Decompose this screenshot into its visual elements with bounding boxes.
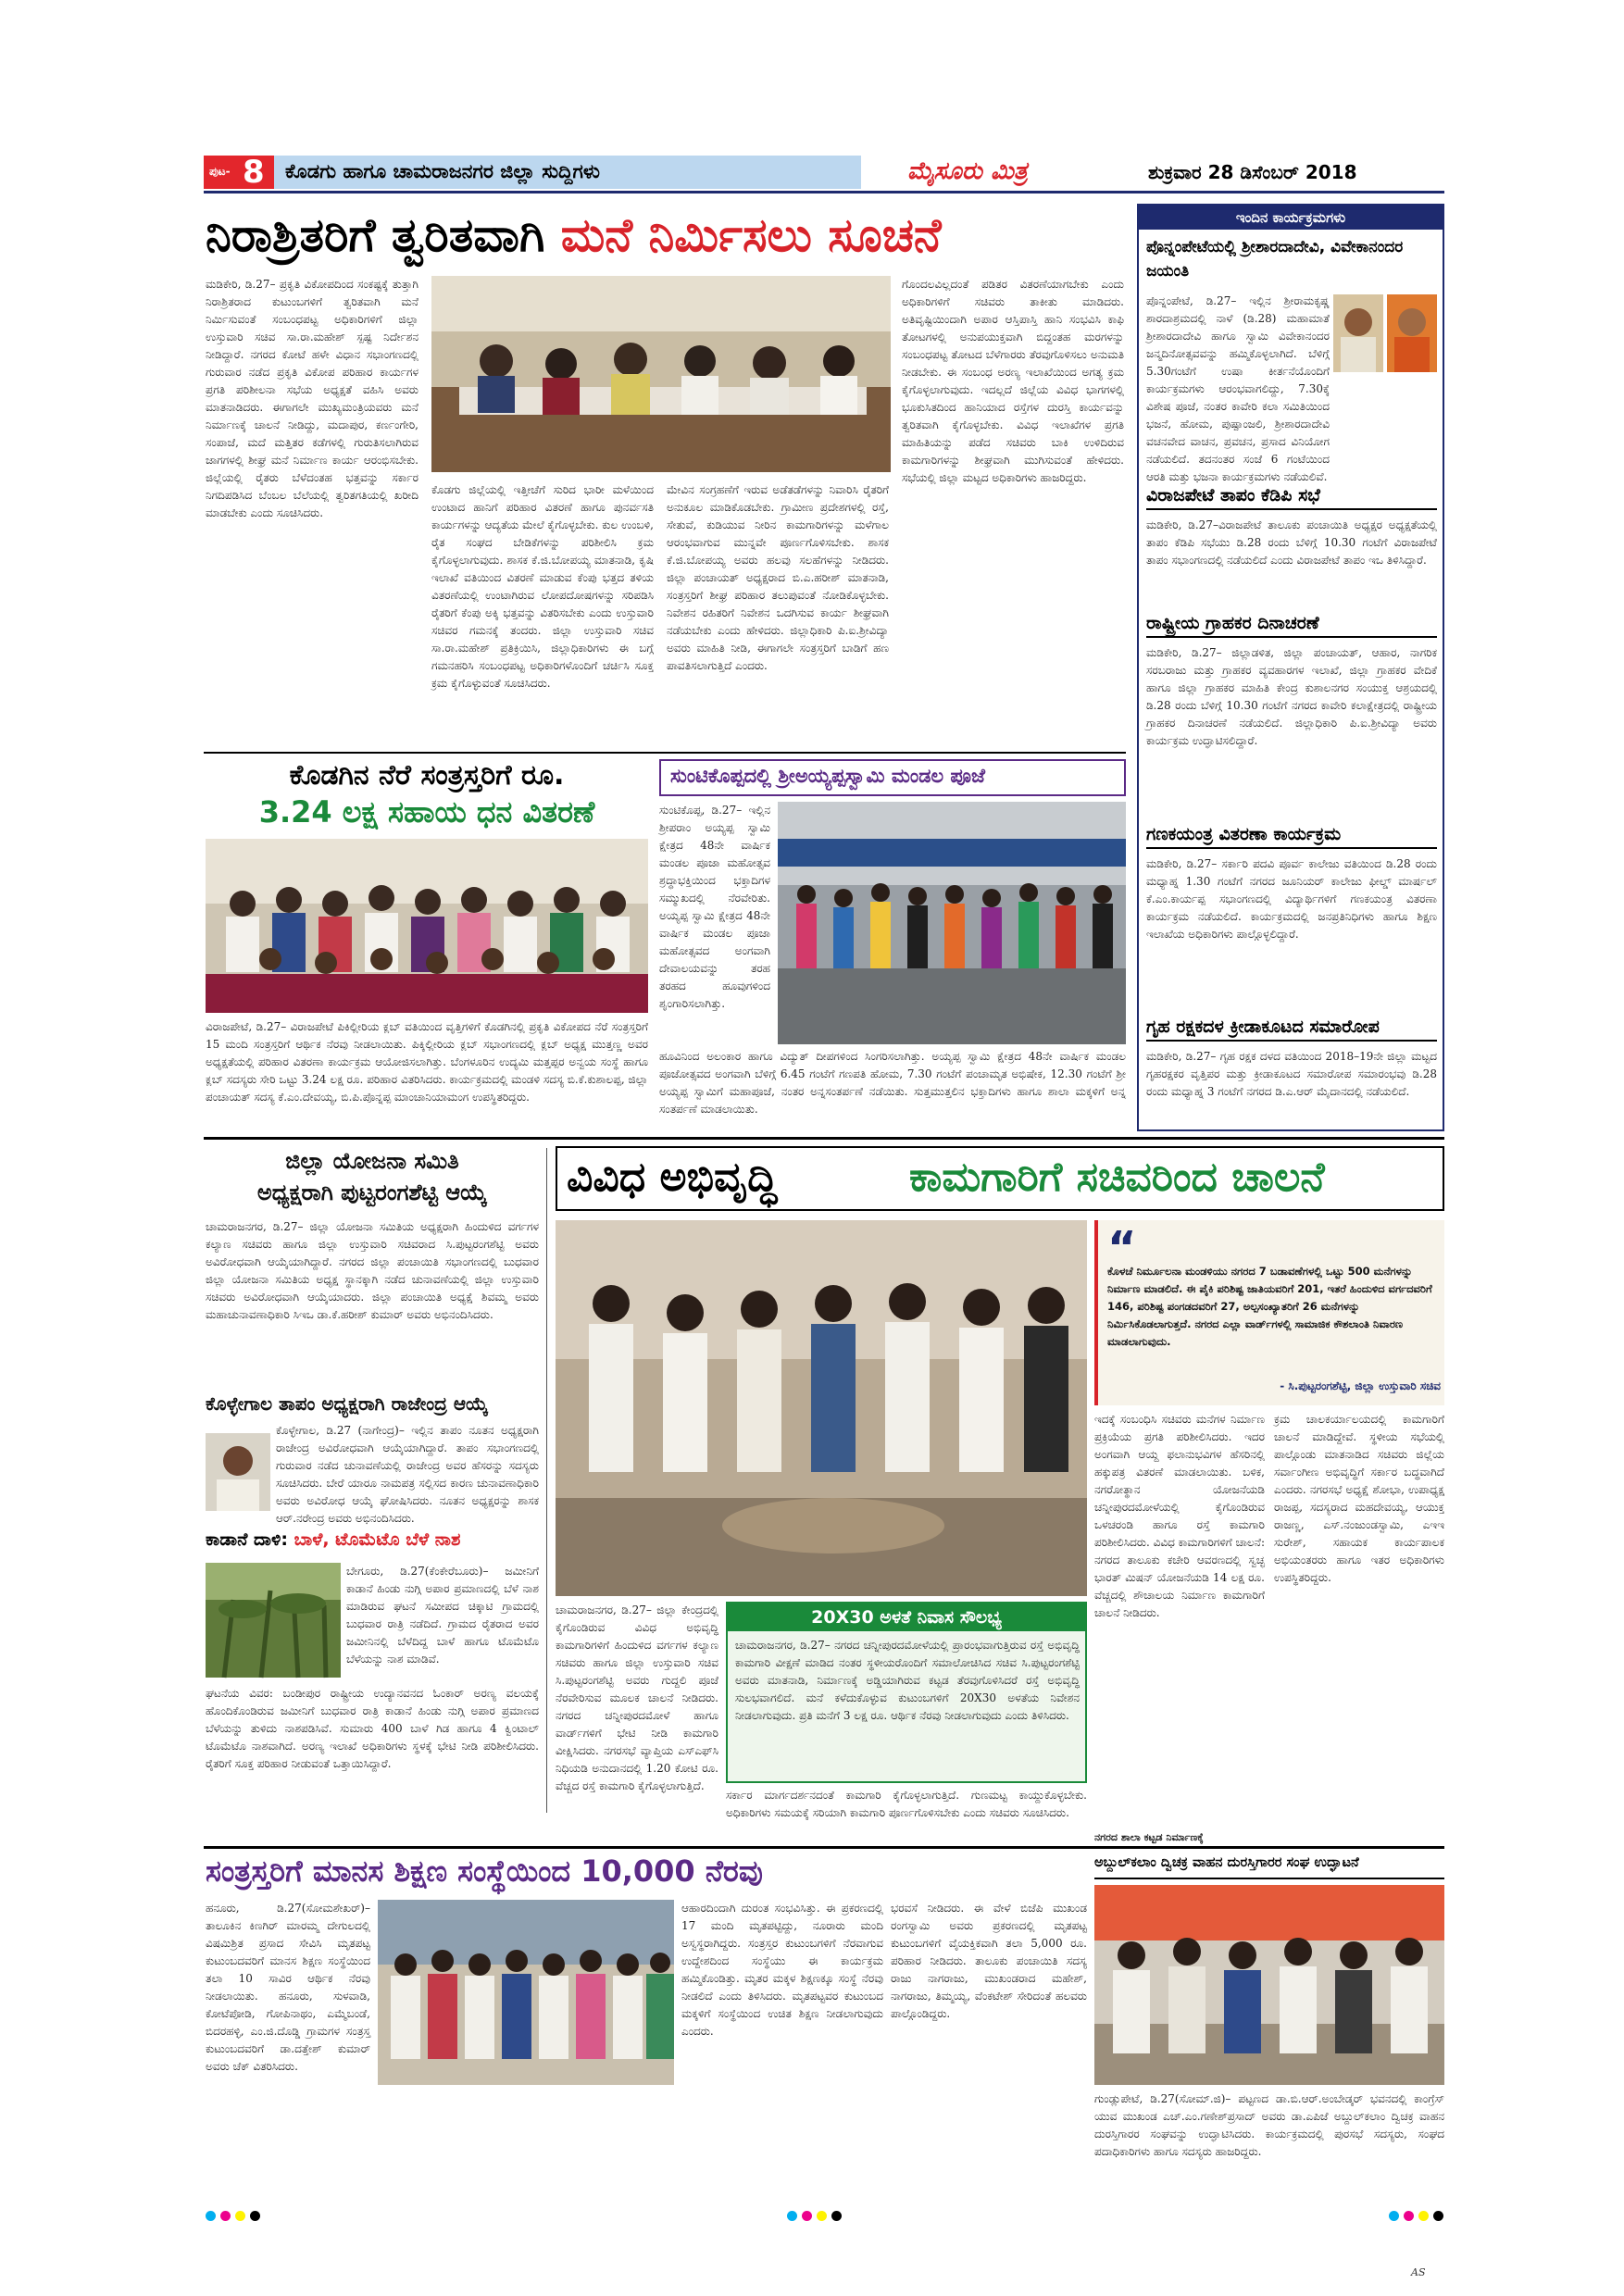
event-1-title: ಪೊನ್ನಂಪೇಟೆಯಲ್ಲಿ ಶ್ರೀಶಾರದಾದೇವಿ, ವಿವೇಕಾನಂದರ ಜಯಂತಿ	[1146, 238, 1404, 281]
events-box	[1137, 204, 1444, 1131]
lead-col-3: ಮೇವಿನ ಸಂಗ್ರಹಣೆಗೆ ಇರುವ ಅಡೆತಡೆಗಳನ್ನು ನಿವಾರಿಸಿ ರೈತರಿಗೆ ಅನುಕೂಲ ಮಾಡಿಕೊಡಬೇಕು. ಗ್ರಾಮೀಣ ಪ್ರದೇಶಗಳಲ್ಲಿ ರಸ್ತೆ, ಸೇತುವೆ, ಕುಡಿಯುವ ನೀರಿನ ಕಾಮಗಾರಿಗಳನ್ನು ಮಳೆಗಾಲ ಆರಂಭವಾಗುವ ಮುನ್ನವೇ ಪೂರ್ಣಗೊಳಿಸಬೇಕು. ಶಾಸಕ ಕೆ.ಜಿ.ಬೋಪಯ್ಯ ಅವರು ಹಲವು ಸಲಹೆಗಳನ್ನು ನೀಡಿದರು. ಜಿಲ್ಲಾ ಪಂಚಾಯತ್ ಅಧ್ಯಕ್ಷರಾದ ಬಿ.ಎ.ಹರೀಶ್ ಮಾತನಾಡಿ, ಸಂತ್ರಸ್ತರಿಗೆ ಶೀಘ್ರ ಪರಿಹಾರ ತಲುಪುವಂತೆ ನೋಡಿಕೊಳ್ಳಬೇಕು. ನಿವೇಶನ ರಹಿತರಿಗೆ ನಿವೇಶನ ಒದಗಿಸುವ ಕಾರ್ಯ ಶೀಘ್ರವಾಗಿ ನಡೆಯಬೇಕು ಎಂದು ಹೇಳಿದರು. ಜಿಲ್ಲಾಧಿಕಾರಿ ಪಿ.ಐ.ಶ್ರೀವಿದ್ಯಾ ಅವರು ಮಾಹಿತಿ ನೀಡಿ, ಈಗಾಗಲೇ ಸಂತ್ರಸ್ತರಿಗೆ ಬಾಡಿಗೆ ಹಣ ಪಾವತಿಸಲಾಗುತ್ತಿದೆ ಎಂದರು.	[667, 483, 889, 672]
cyan-dot	[206, 2211, 216, 2221]
page-badge	[204, 156, 274, 189]
ambedkar-headline-bar	[1094, 1853, 1444, 1879]
kollegal-headline: ಕೊಳ್ಳೇಗಾಲ ತಾಪಂ ಅಧ್ಯಕ್ಷರಾಗಿ ರಾಜೇಂದ್ರ ಆಯ್ಕೆ	[206, 1392, 489, 1415]
magenta-dot	[220, 2211, 231, 2221]
training-headline: ಸಂತ್ರಸ್ತರಿಗೆ ಮಾನಸ ಶಿಕ್ಷಣ ಸಂಸ್ಥೆಯಿಂದ 10,000 ನೆರವು	[206, 1853, 763, 1889]
lead-col-1: ಮಡಿಕೇರಿ, ಡಿ.27– ಪ್ರಕೃತಿ ವಿಕೋಪದಿಂದ ಸಂಕಷ್ಟಕ್ಕೆ ತುತ್ತಾಗಿ ನಿರಾಶ್ರಿತರಾದ ಕುಟುಂಬಗಳಿಗೆ ತ್ವರಿತವಾಗಿ ಮನೆ ನಿರ್ಮಿಸುವಂತೆ ಸಂಬಂಧಪಟ್ಟ ಅಧಿಕಾರಿಗಳಿಗೆ ಜಿಲ್ಲಾ ಉಸ್ತುವಾರಿ ಸಚಿವ ಸಾ.ರಾ.ಮಹೇಶ್ ಸ್ಪಷ್ಟ ನಿರ್ದೇಶನ ನೀಡಿದ್ದಾರೆ. ನಗರದ ಕೋಟೆ ಹಳೇ ವಿಧಾನ ಸಭಾಂಗಣದಲ್ಲಿ ಗುರುವಾರ ನಡೆದ ಪ್ರಕೃತಿ ವಿಕೋಪ ಪರಿಹಾರ ಕಾರ್ಯಗಳ ಪ್ರಗತಿ ಪರಿಶೀಲನಾ ಸಭೆಯ ಅಧ್ಯಕ್ಷತೆ ವಹಿಸಿ ಅವರು ಮಾತನಾಡಿದರು. ಈಗಾಗಲೇ ಮುಖ್ಯಮಂತ್ರಿಯವರು ಮನೆ ನಿರ್ಮಾಣಕ್ಕೆ ಚಾಲನೆ ನೀಡಿದ್ದು, ಮದಾಪುರ, ಕರ್ಣಂಗೇರಿ, ಸಂಪಾಜೆ, ಮದೆ ಮತ್ತಿತರ ಕಡೆಗಳಲ್ಲಿ ಗುರುತಿಸಲಾಗಿರುವ ಜಾಗಗಳಲ್ಲಿ ಶೀಘ್ರ ಮನೆ ನಿರ್ಮಾಣ ಕಾರ್ಯ ಆರಂಭಿಸಬೇಕು. ಜಿಲ್ಲೆಯಲ್ಲಿ ರೈತರು ಬೆಳೆದಂತಹ ಭತ್ತವನ್ನು ಸರ್ಕಾರ ನಿಗದಿಪಡಿಸಿದ ಬೆಂಬಲ ಬೆಲೆಯಲ್ಲಿ ತ್ವರಿತಗತಿಯಲ್ಲಿ ಖರೀದಿ ಮಾಡಬೇಕು ಎಂದು ಸೂಚಿಸಿದರು.	[206, 278, 418, 519]
ayyappa-headline: ಸುಂಟಿಕೊಪ್ಪದಲ್ಲಿ ಶ್ರೀಅಯ್ಯಪ್ಪಸ್ವಾಮಿ ಮಂಡಲ ಪೂಜೆ	[670, 765, 985, 787]
ayyappa-col-1: ಸುಂಟಿಕೊಪ್ಪ, ಡಿ.27– ಇಲ್ಲಿನ ಶ್ರೀಪರಾಂ ಅಯ್ಯಪ್ಪ ಸ್ವಾಮಿ ಕ್ಷೇತ್ರದ 48ನೇ ವಾರ್ಷಿಕ ಮಂಡಲ ಪೂಜಾ ಮಹೋತ್ಸವ ಶ್ರದ್ಧಾಭಕ್ತಿಯಿಂದ ಭಕ್ತಾದಿಗಳ ಸಮ್ಮುಖದಲ್ಲಿ ನೆರವೇರಿತು. ಅಯ್ಯಪ್ಪ ಸ್ವಾಮಿ ಕ್ಷೇತ್ರದ 48ನೇ ವಾರ್ಷಿಕ ಮಂಡಲ ಪೂಜಾ ಮಹೋತ್ಸವದ ಅಂಗವಾಗಿ ದೇವಾಲಯವನ್ನು ತರಹ ತರಹದ ಹೂವುಗಳಿಂದ ಶೃಂಗಾರಿಸಲಾಗಿತ್ತು.	[659, 804, 770, 1010]
masthead	[204, 156, 1444, 189]
registration-marks-left	[206, 2211, 280, 2224]
yojana-headline-line2: ಅಧ್ಯಕ್ಷರಾಗಿ ಪುಟ್ಟರಂಗಶೆಟ್ಟಿ ಆಯ್ಕೆ	[256, 1179, 488, 1205]
ambedkar-headline: ಅಬ್ದುಲ್‌ಕಲಾಂ ದ್ವಿಚಕ್ರ ವಾಹನ ದುರಸ್ತಿಗಾರರ ಸಂಘ ಉದ್ಘಾಟನೆ	[1094, 1855, 1359, 1870]
event-5-title: ಗೃಹ ರಕ್ಷಕದಳ ಕ್ರೀಡಾಕೂಟದ ಸಮಾರೋಪ	[1146, 1017, 1437, 1042]
events-box-title: ಇಂದಿನ ಕಾರ್ಯಕ್ರಮಗಳು	[1139, 206, 1443, 230]
cyan-dot	[1389, 2211, 1399, 2221]
dev-col-2: ಸರ್ಕಾರ ಮಾರ್ಗದರ್ಶನದಂತೆ ಕಾಮಗಾರಿ ಕೈಗೊಳ್ಳಲಾಗುತ್ತಿದೆ. ಗುಣಮಟ್ಟ ಕಾಯ್ದುಕೊಳ್ಳಬೇಕು. ಅಧಿಕಾರಿಗಳು ಸಮಯಕ್ಕೆ ಸರಿಯಾಗಿ ಕಾಮಗಾರಿ ಪೂರ್ಣಗೊಳಿಸಬೇಕು ಎಂದು ಸಚಿವರು ಸೂಚಿಸಿದರು.	[726, 1789, 1087, 1819]
ambedkar-photo	[1094, 1885, 1444, 2085]
training-col-3: ಭರವಸೆ ನೀಡಿದರು. ಈ ವೇಳೆ ಬಿಜೆಪಿ ಮುಖಂಡ ರಂಗಸ್ವಾಮಿ ಅವರು ಪ್ರಕರಣದಲ್ಲಿ ಮೃತಪಟ್ಟ ಕುಟುಂಬಗಳಿಗೆ ವೈಯಕ್ತಿಕವಾಗಿ ತಲಾ 5,000 ರೂ. ಪರಿಹಾರ ನೀಡಿದರು. ತಾಲೂಕು ಪಂಚಾಯಿತಿ ಸದಸ್ಯ ರಾಜು ನಾಗರಾಜು, ಮುಖಂಡರಾದ ಮಹೇಶ್, ನಾಗರಾಜು, ತಿಮ್ಮಯ್ಯ, ವೆಂಕಟೇಶ್ ಸೇರಿದಂತೆ ಹಲವರು ಪಾಲ್ಗೊಂಡಿದ್ದರು.	[891, 1902, 1087, 2020]
yojana-headline-line1: ಜಿಲ್ಲಾ ಯೋಜನಾ ಸಮಿತಿ	[285, 1148, 459, 1174]
housing-body: ಚಾಮರಾಜನಗರ, ಡಿ.27– ನಗರದ ಚನ್ನೀಪುರದಮೋಳೆಯಲ್ಲಿ ಪ್ರಾರಂಭವಾಗುತ್ತಿರುವ ರಸ್ತೆ ಅಭಿವೃದ್ಧಿ ಕಾಮಗಾರಿ ವೀಕ್ಷಣೆ ಮಾಡಿದ ನಂತರ ಸ್ಥಳೀಯರೊಂದಿಗೆ ಸಮಾಲೋಚಿಸಿದ ಸಚಿವ ಸಿ.ಪುಟ್ಟರಂಗಶೆಟ್ಟಿ ಅವರು ಮಾತನಾಡಿ, ನಿರ್ಮಾಣಕ್ಕೆ ಅಡ್ಡಿಯಾಗಿರುವ ಕಟ್ಟಡ ತೆರವುಗೊಳಿಸಿದರೆ ರಸ್ತೆ ಅಭಿವೃದ್ಧಿ ಸುಲಭವಾಗಲಿದೆ. ಮನೆ ಕಳೆದುಕೊಳ್ಳುವ ಕುಟುಂಬಗಳಿಗೆ 20X30 ಅಳತೆಯ ನಿವೇಶನ ನೀಡಲಾಗುವುದು. ಪ್ರತಿ ಮನೆಗೆ 3 ಲಕ್ಷ ರೂ. ಆರ್ಥಿಕ ನೆರವು ನೀಡಲಾಗುವುದು ಎಂದು ತಿಳಿಸಿದರು.	[735, 1639, 1080, 1722]
lead-headline	[206, 206, 1122, 265]
relief-headline-line1: ಕೊಡಗಿನ ನೆರೆ ಸಂತ್ರಸ್ತರಿಗೆ ರೂ.	[289, 759, 565, 792]
training-col-2: ಆಹಾರದಿಂದಾಗಿ ದುರಂತ ಸಂಭವಿಸಿತ್ತು. ಈ ಪ್ರಕರಣದಲ್ಲಿ 17 ಮಂದಿ ಮೃತಪಟ್ಟಿದ್ದು, ನೂರಾರು ಮಂದಿ ಅಸ್ವಸ್ಥರಾಗಿದ್ದರು. ಸಂತ್ರಸ್ತರ ಕುಟುಂಬಗಳಿಗೆ ನೆರವಾಗುವ ಉದ್ದೇಶದಿಂದ ಸಂಸ್ಥೆಯು ಈ ಕಾರ್ಯಕ್ರಮ ಹಮ್ಮಿಕೊಂಡಿತ್ತು. ಮೃತರ ಮಕ್ಕಳ ಶಿಕ್ಷಣಕ್ಕೂ ಸಂಸ್ಥೆ ನೆರವು ನೀಡಲಿದೆ ಎಂದು ತಿಳಿಸಿದರು. ಮೃತಪಟ್ಟವರ ಕುಟುಂಬದ ಮಕ್ಕಳಿಗೆ ಸಂಸ್ಥೆಯಿಂದ ಉಚಿತ ಶಿಕ್ಷಣ ನೀಡಲಾಗುವುದು ಎಂದರು.	[681, 1902, 883, 2038]
column-divider	[546, 1148, 547, 1813]
page-number: 8	[243, 154, 265, 191]
section-rule-3	[204, 1846, 1444, 1849]
lead-col-4: ಗೊಂದಲವಿಲ್ಲದಂತೆ ಪಡಿತರ ವಿತರಣೆಯಾಗಬೇಕು ಎಂದು ಅಧಿಕಾರಿಗಳಿಗೆ ಸಚಿವರು ತಾಕೀತು ಮಾಡಿದರು. ಅತಿವೃಷ್ಟಿಯಿಂದಾಗಿ ಅಪಾರ ಆಸ್ತಿಪಾಸ್ತಿ ಹಾನಿ ಸಂಭವಿಸಿ ಕಾಫಿ ತೋಟಗಳಲ್ಲಿ ಅನುಪಯುಕ್ತವಾಗಿ ಬಿದ್ದಂತಹ ಮರಗಳನ್ನು ಸಂಬಂಧಪಟ್ಟ ತೋಟದ ಬೆಳೆಗಾರರು ತೆರವುಗೊಳಿಸಲು ಅನುಮತಿ ನೀಡಬೇಕು. ಈ ಸಂಬಂಧ ಅರಣ್ಯ ಇಲಾಖೆಯಿಂದ ಅಗತ್ಯ ಕ್ರಮ ಕೈಗೊಳ್ಳಲಾಗುವುದು. ಇದಲ್ಲದೆ ಜಿಲ್ಲೆಯ ವಿವಿಧ ಭಾಗಗಳಲ್ಲಿ ಭೂಕುಸಿತದಿಂದ ಹಾನಿಯಾದ ರಸ್ತೆಗಳ ದುರಸ್ತಿ ಕಾರ್ಯವನ್ನು ತ್ವರಿತವಾಗಿ ಕೈಗೊಳ್ಳಬೇಕು. ವಿವಿಧ ಇಲಾಖೆಗಳ ಪ್ರಗತಿ ಮಾಹಿತಿಯನ್ನು ಪಡೆದ ಸಚಿವರು ಬಾಕಿ ಉಳಿದಿರುವ ಕಾಮಗಾರಿಗಳನ್ನು ಶೀಘ್ರವಾಗಿ ಮುಗಿಸುವಂತೆ ಹೇಳಿದರು. ಸಭೆಯಲ್ಲಿ ಜಿಲ್ಲಾ ಮಟ್ಟದ ಅಧಿಕಾರಿಗಳು ಹಾಜರಿದ್ದರು.	[902, 278, 1124, 484]
dev-quote-box	[1094, 1220, 1444, 1405]
elephant-headline-part2: ಬಾಳೆ, ಟೊಮೆಟೊ ಬೆಳೆ ನಾಶ	[294, 1529, 461, 1550]
event-2-body: ಮಡಿಕೇರಿ, ಡಿ.27–ವಿರಾಜಪೇಟೆ ತಾಲೂಕು ಪಂಚಾಯಿತಿ ಅಧ್ಯಕ್ಷರ ಅಧ್ಯಕ್ಷತೆಯಲ್ಲಿ ತಾಪಂ ಕೆಡಿಪಿ ಸಭೆಯು ಡಿ.28 ರಂದು ಬೆಳಿಗ್ಗೆ 10.30 ಗಂಟೆಗೆ ವಿರಾಜಪೇಟೆ ತಾಪಂ ಸಭಾಂಗಣದಲ್ಲಿ ನಡೆಯಲಿದೆ ಎಂದು ವಿರಾಜಪೇಟೆ ತಾಪಂ ಇಒ ತಿಳಿಸಿದ್ದಾರೆ.	[1146, 518, 1437, 567]
masthead-rule	[204, 191, 1444, 193]
housing-box	[726, 1602, 1087, 1783]
black-dot	[831, 2211, 842, 2221]
elephant-photo	[206, 1563, 341, 1678]
dev-quote-attribution: - ಸಿ.ಪುಟ್ಟರಂಗಶೆಟ್ಟಿ, ಜಿಲ್ಲಾ ಉಸ್ತುವಾರಿ ಸಚಿವ	[1280, 1379, 1441, 1392]
lead-col-2: ಕೊಡಗು ಜಿಲ್ಲೆಯಲ್ಲಿ ಇತ್ತೀಚೆಗೆ ಸುರಿದ ಭಾರೀ ಮಳೆಯಿಂದ ಉಂಟಾದ ಹಾನಿಗೆ ಪರಿಹಾರ ವಿತರಣೆ ಹಾಗೂ ಪುನರ್ವಸತಿ ಕಾರ್ಯಗಳನ್ನು ಆದ್ಯತೆಯ ಮೇಲೆ ಕೈಗೊಳ್ಳಬೇಕು. ಕುಲ ಉಂಬಳಿ, ರೈತ ಸಂಘದ ಬೇಡಿಕೆಗಳನ್ನು ಪರಿಶೀಲಿಸಿ ಕ್ರಮ ಕೈಗೊಳ್ಳಲಾಗುವುದು. ಶಾಸಕ ಕೆ.ಜಿ.ಬೋಪಯ್ಯ ಮಾತನಾಡಿ, ಕೃಷಿ ಇಲಾಖೆ ವತಿಯಿಂದ ವಿತರಣೆ ಮಾಡುವ ಕೆಂಪು ಭತ್ತದ ತಳಿಯ ವಿತರಣೆಯಲ್ಲಿ ಉಂಟಾಗಿರುವ ಲೋಪದೋಷಗಳನ್ನು ಸರಿಪಡಿಸಿ ರೈತರಿಗೆ ಕೆಂಪು ಅಕ್ಕಿ ಭತ್ತವನ್ನು ವಿತರಿಸಬೇಕು ಎಂದು ಉಸ್ತುವಾರಿ ಸಚಿವರ ಗಮನಕ್ಕೆ ತಂದರು. ಜಿಲ್ಲಾ ಉಸ್ತುವಾರಿ ಸಚಿವ ಸಾ.ರಾ.ಮಹೇಶ್ ಪ್ರತಿಕ್ರಿಯಿಸಿ, ಜಿಲ್ಲಾಧಿಕಾರಿಗಳು ಈ ಬಗ್ಗೆ ಗಮನಹರಿಸಿ ಸಂಬಂಧಪಟ್ಟ ಅಧಿಕಾರಿಗಳೊಂದಿಗೆ ಚರ್ಚಿಸಿ ಸೂಕ್ತ ಕ್ರಮ ಕೈಗೊಳ್ಳುವಂತೆ ಸೂಚಿಸಿದರು.	[431, 483, 654, 690]
yojana-body: ಚಾಮರಾಜನಗರ, ಡಿ.27– ಜಿಲ್ಲಾ ಯೋಜನಾ ಸಮಿತಿಯ ಅಧ್ಯಕ್ಷರಾಗಿ ಹಿಂದುಳಿದ ವರ್ಗಗಳ ಕಲ್ಯಾಣ ಸಚಿವರು ಹಾಗೂ ಜಿಲ್ಲಾ ಉಸ್ತುವಾರಿ ಸಚಿವರಾದ ಸಿ.ಪುಟ್ಟರಂಗಶೆಟ್ಟಿ ಅವರು ಅವಿರೋಧವಾಗಿ ಆಯ್ಕೆಯಾಗಿದ್ದಾರೆ. ನಗರದ ಜಿಲ್ಲಾ ಪಂಚಾಯಿತಿ ಸಭಾಂಗಣದಲ್ಲಿ ಬುಧವಾರ ಜಿಲ್ಲಾ ಯೋಜನಾ ಸಮಿತಿಯ ಅಧ್ಯಕ್ಷ ಸ್ಥಾನಕ್ಕಾಗಿ ನಡೆದ ಚುನಾವಣೆಯಲ್ಲಿ ಜಿಲ್ಲಾ ಉಸ್ತುವಾರಿ ಸಚಿವರು ಅವಿರೋಧವಾಗಿ ಆಯ್ಕೆಯಾದರು. ಜಿಲ್ಲಾ ಪಂಚಾಯಿತಿ ಅಧ್ಯಕ್ಷೆ ಶಿವಮ್ಮ ಅವರು ಮಹಾಚುನಾವಣಾಧಿಕಾರಿ ಸಿಇಒ ಡಾ.ಕೆ.ಹರೀಶ್ ಕುಮಾರ್ ಅವರು ಅಭಿನಂದಿಸಿದರು.	[206, 1220, 539, 1321]
section-rule-2	[204, 1137, 1444, 1140]
magenta-dot	[802, 2211, 812, 2221]
event-5-body: ಮಡಿಕೇರಿ, ಡಿ.27– ಗೃಹ ರಕ್ಷಕ ದಳದ ವತಿಯಿಂದ 2018–19ನೇ ಜಿಲ್ಲಾ ಮಟ್ಟದ ಗೃಹರಕ್ಷಕರ ವೃತ್ತಿಪರ ಮತ್ತು ಕ್ರೀಡಾಕೂಟದ ಸಮಾರೋಪ ಸಮಾರಂಭವು ಡಿ.28 ರಂದು ಮಧ್ಯಾಹ್ನ 3 ಗಂಟೆಗೆ ನಗರದ ಡಿ.ಎ.ಆರ್ ಮೈದಾನದಲ್ಲಿ ನಡೆಯಲಿದೆ.	[1146, 1050, 1437, 1098]
yellow-dot	[817, 2211, 827, 2221]
page-label: ಪುಟ-	[209, 165, 231, 178]
ayyappa-photo	[778, 802, 1126, 1044]
event-4-title: ಗಣಕಯಂತ್ರ ವಿತರಣಾ ಕಾರ್ಯಕ್ರಮ	[1146, 824, 1437, 849]
dev-photo	[556, 1220, 1087, 1596]
black-dot	[250, 2211, 260, 2221]
dev-quote-text: ಕೊಳಚೆ ನಿರ್ಮೂಲನಾ ಮಂಡಳಿಯು ನಗರದ 7 ಬಡಾವಣೆಗಳಲ್ಲಿ ಒಟ್ಟು 500 ಮನೆಗಳನ್ನು ನಿರ್ಮಾಣ ಮಾಡಲಿದೆ. ಈ ಪೈಕಿ ಪರಿಶಿಷ್ಟ ಜಾತಿಯವರಿಗೆ 201, ಇತರೆ ಹಿಂದುಳಿದ ವರ್ಗದವರಿಗೆ 146, ಪರಿಶಿಷ್ಟ ಪಂಗಡದವರಿಗೆ 27, ಅಲ್ಪಸಂಖ್ಯಾತರಿಗೆ 26 ಮನೆಗಳನ್ನು ನಿರ್ಮಿಸಿಕೊಡಲಾಗುತ್ತದೆ. ನಗರದ ಎಲ್ಲಾ ವಾರ್ಡ್‌ಗಳಲ್ಲಿ ಸಾಮಾಜಿಕ ಕೌಶಲಾಂತಿ ನಿವಾರಣ ಮಾಡಲಾಗುವುದು.	[1107, 1265, 1432, 1348]
relief-photo	[206, 839, 648, 1013]
black-dot	[1433, 2211, 1443, 2221]
housing-headline: 20X30 ಅಳತೆ ನಿವಾಸ ಸೌಲಭ್ಯ	[728, 1603, 1085, 1631]
registration-marks-right	[1389, 2211, 1463, 2224]
cyan-dot	[787, 2211, 797, 2221]
lead-photo	[431, 276, 891, 472]
paper-name: ಮೈಸೂರು ಮಿತ್ರ	[907, 157, 1028, 185]
dev-photo-caption: ನಗರದ ಶಾಲಾ ಕಟ್ಟಡ ನಿರ್ಮಾಣಕ್ಕೆ	[1094, 1831, 1204, 1843]
yellow-dot	[235, 2211, 245, 2221]
issue-date: ಶುಕ್ರವಾರ 28 ಡಿಸೆಂಬರ್ 2018	[1148, 161, 1357, 183]
section-title-bar	[274, 156, 861, 189]
ayyappa-headline-bar	[659, 759, 1126, 796]
elephant-headline	[206, 1529, 539, 1550]
kollegal-body: ಕೊಳ್ಳೇಗಾಲ, ಡಿ.27 (ನಾಗೇಂದ್ರ)– ಇಲ್ಲಿನ ತಾಪಂ ನೂತನ ಅಧ್ಯಕ್ಷರಾಗಿ ರಾಜೇಂದ್ರ ಅವಿರೋಧವಾಗಿ ಆಯ್ಕೆಯಾಗಿದ್ದಾರೆ. ತಾಪಂ ಸಭಾಂಗಣದಲ್ಲಿ ಗುರುವಾರ ನಡೆದ ಚುನಾವಣೆಯಲ್ಲಿ ರಾಜೇಂದ್ರ ಅವರ ಹೆಸರನ್ನು ಸದಸ್ಯರು ಸೂಚಿಸಿದರು. ಬೇರೆ ಯಾರೂ ನಾಮಪತ್ರ ಸಲ್ಲಿಸದ ಕಾರಣ ಚುನಾವಣಾಧಿಕಾರಿ ಅವರು ಅವಿರೋಧ ಆಯ್ಕೆ ಘೋಷಿಸಿದರು. ನೂತನ ಅಧ್ಯಕ್ಷರನ್ನು ಶಾಸಕ ಆರ್.ನರೇಂದ್ರ ಅವರು ಅಭಿನಂದಿಸಿದರು.	[276, 1424, 539, 1525]
training-photo	[378, 1900, 674, 2085]
registration-marks-center	[787, 2211, 861, 2224]
kollegal-portrait	[206, 1433, 270, 1511]
training-photo-caption-text	[378, 2089, 674, 2192]
dev-headline-part1: ವಿವಿಧ ಅಭಿವೃದ್ಧಿ	[567, 1154, 778, 1201]
dev-col-3: ಇದಕ್ಕೆ ಸಂಬಂಧಿಸಿ ಸಚಿವರು ಮನೆಗಳ ನಿರ್ಮಾಣ ಪ್ರಕ್ರಿಯೆಯ ಪ್ರಗತಿ ಪರಿಶೀಲಿಸಿದರು. ಇದರ ಅಂಗವಾಗಿ ಆಯ್ದ ಫಲಾನುಭವಿಗಳ ಹೆಸರಿನಲ್ಲಿ ಹಕ್ಕುಪತ್ರ ವಿತರಣೆ ಮಾಡಲಾಯಿತು. ಬಳಿಕ, ನಗರೋತ್ಥಾನ ಯೋಜನೆಯಡಿ ಚನ್ನೀಪುರದಮೋಳೆಯಲ್ಲಿ ಕೈಗೊಂಡಿರುವ ಒಳಚರಂಡಿ ಹಾಗೂ ರಸ್ತೆ ಕಾಮಗಾರಿ ಪರಿಶೀಲಿಸಿದರು. ವಿವಿಧ ಕಾಮಗಾರಿಗಳಿಗೆ ಚಾಲನೆ: ನಗರದ ತಾಲೂಕು ಕಚೇರಿ ಆವರಣದಲ್ಲಿ ಸ್ವಚ್ಛ ಭಾರತ್ ಮಿಷನ್ ಯೋಜನೆಯಡಿ 14 ಲಕ್ಷ ರೂ. ವೆಚ್ಚದಲ್ಲಿ ಶೌಚಾಲಯ ನಿರ್ಮಾಣ ಕಾಮಗಾರಿಗೆ ಚಾಲನೆ ನೀಡಿದರು.	[1094, 1413, 1266, 1619]
quote-mark-icon: “	[1107, 1222, 1137, 1274]
dev-headline-bar	[556, 1146, 1444, 1211]
event-3-body: ಮಡಿಕೇರಿ, ಡಿ.27– ಜಿಲ್ಲಾಡಳಿತ, ಜಿಲ್ಲಾ ಪಂಚಾಯತ್, ಆಹಾರ, ನಾಗರಿಕ ಸರಬರಾಜು ಮತ್ತು ಗ್ರಾಹಕರ ವ್ಯವಹಾರಗಳ ಇಲಾಖೆ, ಜಿಲ್ಲಾ ಗ್ರಾಹಕರ ವೇದಿಕೆ ಹಾಗೂ ಜಿಲ್ಲಾ ಗ್ರಾಹಕರ ಮಾಹಿತಿ ಕೇಂದ್ರ ಕುಶಾಲನಗರ ಸಂಯುಕ್ತ ಆಶ್ರಯದಲ್ಲಿ ಡಿ.28 ರಂದು ಬೆಳಿಗ್ಗೆ 10.30 ಗಂಟೆಗೆ ನಗರದ ಕಾವೇರಿ ಕಲಾಕ್ಷೇತ್ರದಲ್ಲಿ ರಾಷ್ಟ್ರೀಯ ಗ್ರಾಹಕರ ದಿನಾಚರಣೆ ನಡೆಯಲಿದೆ. ಜಿಲ್ಲಾಧಿಕಾರಿ ಪಿ.ಐ.ಶ್ರೀವಿದ್ಯಾ ಅವರು ಕಾರ್ಯಕ್ರಮ ಉದ್ಘಾಟಿಸಲಿದ್ದಾರೆ.	[1146, 646, 1437, 747]
relief-headline-line2: 3.24 ಲಕ್ಷ ಸಹಾಯ ಧನ ವಿತರಣೆ	[258, 794, 595, 830]
ambedkar-body: ಗುಂಡ್ಲುಪೇಟೆ, ಡಿ.27(ಸೋಮ್.ಜಿ)– ಪಟ್ಟಣದ ಡಾ.ಬಿ.ಆರ್.ಅಂಬೇಡ್ಕರ್ ಭವನದಲ್ಲಿ ಕಾಂಗ್ರೆಸ್ ಯುವ ಮುಖಂಡ ಎಚ್.ಎಂ.ಗಣೇಶ್‌ಪ್ರಸಾದ್ ಅವರು ಡಾ.ಎಪಿಜೆ ಅಬ್ದುಲ್‌ಕಲಾಂ ದ್ವಿಚಕ್ರ ವಾಹನ ದುರಸ್ತಿಗಾರರ ಸಂಘವನ್ನು ಉದ್ಘಾಟಿಸಿದರು. ಕಾರ್ಯಕ್ರಮದಲ್ಲಿ ಪುರಸಭೆ ಸದಸ್ಯರು, ಸಂಘದ ಪದಾಧಿಕಾರಿಗಳು ಹಾಗೂ ಸದಸ್ಯರು ಹಾಜರಿದ್ದರು.	[1094, 2092, 1444, 2158]
relief-body: ವಿರಾಜಪೇಟೆ, ಡಿ.27– ವಿರಾಜಪೇಟೆ ಪಿಕಿಲ್ಲೀರಿಯ ಕ್ಲಬ್ ವತಿಯಿಂದ ವೃತ್ತಿಗಳಿಗೆ ಕೊಡಗಿನಲ್ಲಿ ಪ್ರಕೃತಿ ವಿಕೋಪದ ನೆರೆ ಸಂತ್ರಸ್ತರಿಗೆ 15 ಮಂದಿ ಸಂತ್ರಸ್ತರಿಗೆ ಆರ್ಥಿಕ ನೆರವು ನೀಡಲಾಯಿತು. ಪಿಕ್ಕಿಲ್ಲೀರಿಯ ಕ್ಲಬ್ ಸಭಾಂಗಣದಲ್ಲಿ ಕ್ಲಬ್ ಅಧ್ಯಕ್ಷ ಮುತ್ತಣ್ಣ ಅವರ ಅಧ್ಯಕ್ಷತೆಯಲ್ಲಿ ಪರಿಹಾರ ವಿತರಣಾ ಕಾರ್ಯಕ್ರಮ ಆಯೋಜಿಸಲಾಗಿತ್ತು. ಬೆಂಗಳೂರಿನ ಉದ್ಯಮಿ ಮತ್ತಪ್ಪರ ಅನ್ವಯ ಸಂಸ್ಥೆ ಹಾಗೂ ಕ್ಲಬ್ ಸದಸ್ಯರು ಸೇರಿ ಒಟ್ಟು 3.24 ಲಕ್ಷ ರೂ. ಪರಿಹಾರ ವಿತರಿಸಿದರು. ಕಾರ್ಯಕ್ರಮದಲ್ಲಿ ಮಂಡಳಿ ಸದಸ್ಯ ಬಿ.ಕೆ.ಕುಶಾಲಪ್ಪ, ಜಿಲ್ಲಾ ಪಂಚಾಯತ್ ಸದಸ್ಯ ಕೆ.ಎಂ.ದೇವಯ್ಯ, ಬಿ.ಪಿ.ಪೊನ್ನಪ್ಪ ಮಾಂಚಾನಿಯಾಮಂಗ ಉಪಸ್ಥಿತರಿದ್ದರು.	[206, 1020, 648, 1104]
dev-col-4: ಕ್ರಮ ಚಾಲಕರ್ಯಾಲಯದಲ್ಲಿ ಕಾಮಗಾರಿಗೆ ಚಾಲನೆ ಮಾಡಿದ್ದೇವೆ. ಸ್ಥಳೀಯ ಸಭೆಯಲ್ಲಿ ಪಾಲ್ಗೊಂಡು ಮಾತನಾಡಿದ ಸಚಿವರು ಜಿಲ್ಲೆಯ ಸರ್ವಾಂಗೀಣ ಅಭಿವೃದ್ಧಿಗೆ ಸರ್ಕಾರ ಬದ್ಧವಾಗಿದೆ ಎಂದರು. ನಗರಸಭೆ ಅಧ್ಯಕ್ಷೆ ಶೋಭಾ, ಉಪಾಧ್ಯಕ್ಷ ರಾಜಪ್ಪ, ಸದಸ್ಯರಾದ ಮಹದೇವಯ್ಯ, ಆಯುಕ್ತ ರಾಜಣ್ಣ, ಎಸ್.ನಂಜುಂಡಸ್ವಾಮಿ, ಎಇಇ ಸುರೇಶ್, ಸಹಾಯಕ ಕಾರ್ಯಪಾಲಕ ಅಭಿಯಂತರರು ಹಾಗೂ ಇತರ ಅಧಿಕಾರಿಗಳು ಉಪಸ್ಥಿತರಿದ್ದರು.	[1274, 1413, 1444, 1584]
section-rule-1	[204, 752, 1126, 754]
magenta-dot	[1404, 2211, 1414, 2221]
elephant-body-2: ಘಟನೆಯ ವಿವರ: ಬಂಡೀಪುರ ರಾಷ್ಟ್ರೀಯ ಉದ್ಯಾನವನದ ಓಂಕಾರ್ ಅರಣ್ಯ ವಲಯಕ್ಕೆ ಹೊಂದಿಕೊಂಡಿರುವ ಜಮೀನಿಗೆ ಬುಧವಾರ ರಾತ್ರಿ ಕಾಡಾನೆ ಹಿಂಡು ನುಗ್ಗಿ ಅಪಾರ ಪ್ರಮಾಣದ ಬೆಳೆಯನ್ನು ತುಳಿದು ನಾಶಪಡಿಸಿವೆ. ಸುಮಾರು 400 ಬಾಳೆ ಗಿಡ ಹಾಗೂ 4 ಕ್ವಿಂಟಾಲ್ ಟೊಮೆಟೊ ನಾಶವಾಗಿದೆ. ಅರಣ್ಯ ಇಲಾಖೆ ಅಧಿಕಾರಿಗಳು ಸ್ಥಳಕ್ಕೆ ಭೇಟಿ ನೀಡಿ ಪರಿಶೀಲಿಸಿದರು. ರೈತರಿಗೆ ಸೂಕ್ತ ಪರಿಹಾರ ನೀಡುವಂತೆ ಒತ್ತಾಯಿಸಿದ್ದಾರೆ.	[206, 1687, 539, 1770]
ayyappa-col-2: ಹೂವಿನಿಂದ ಅಲಂಕಾರ ಹಾಗೂ ವಿದ್ಯುತ್ ದೀಪಗಳಿಂದ ಸಿಂಗರಿಸಲಾಗಿತ್ತು. ಅಯ್ಯಪ್ಪ ಸ್ವಾಮಿ ಕ್ಷೇತ್ರದ 48ನೇ ವಾರ್ಷಿಕ ಮಂಡಲ ಪೂಜೋತ್ಸವದ ಅಂಗವಾಗಿ ಬೆಳಿಗ್ಗೆ 6.45 ಗಂಟೆಗೆ ಗಣಪತಿ ಹೋಮ, 7.30 ಗಂಟೆಗೆ ಪಂಚಾಮೃತ ಅಭಿಷೇಕ, 12.30 ಗಂಟೆಗೆ ಶ್ರೀ ಅಯ್ಯಪ್ಪ ಸ್ವಾಮಿಗೆ ಮಹಾಪೂಜೆ, ನಂತರ ಅನ್ನಸಂತರ್ಪಣೆ ನಡೆಯಿತು. ಸುತ್ತಮುತ್ತಲಿನ ಭಕ್ತಾದಿಗಳು ಹಾಗೂ ಶಾಲಾ ಮಕ್ಕಳಿಗೆ ಅನ್ನ ಸಂತರ್ಪಣೆ ಮಾಡಲಾಯಿತು.	[659, 1050, 1126, 1116]
section-title: ಕೊಡಗು ಹಾಗೂ ಚಾಮರಾಜನಗರ ಜಿಲ್ಲಾ ಸುದ್ದಿಗಳು	[285, 160, 600, 182]
event-1-portraits	[1333, 294, 1437, 372]
dev-headline-part2: ಕಾಮಗಾರಿಗೆ ಸಚಿವರಿಂದ ಚಾಲನೆ	[909, 1154, 1325, 1201]
event-3-title: ರಾಷ್ಟ್ರೀಯ ಗ್ರಾಹಕರ ದಿನಾಚರಣೆ	[1146, 613, 1437, 638]
elephant-body-1: ಬೇಗೂರು, ಡಿ.27(ಕೆಂಕೇರೆಬೂರು)– ಜಮೀನಿಗೆ ಕಾಡಾನೆ ಹಿಂಡು ನುಗ್ಗಿ ಅಪಾರ ಪ್ರಮಾಣದಲ್ಲಿ ಬೆಳೆ ನಾಶ ಮಾಡಿರುವ ಘಟನೆ ಸಮೀಪದ ಚಿಕ್ಕಾಟಿ ಗ್ರಾಮದಲ್ಲಿ ಬುಧವಾರ ರಾತ್ರಿ ನಡೆದಿದೆ. ಗ್ರಾಮದ ರೈತರಾದ ಅವರ ಜಮೀನಿನಲ್ಲಿ ಬೆಳೆದಿದ್ದ ಬಾಳೆ ಹಾಗೂ ಟೊಮೆಟೊ ಬೆಳೆಯನ್ನು ನಾಶ ಮಾಡಿವೆ.	[346, 1565, 539, 1666]
dev-col-1: ಚಾಮರಾಜನಗರ, ಡಿ.27– ಜಿಲ್ಲಾ ಕೇಂದ್ರದಲ್ಲಿ ಕೈಗೊಂಡಿರುವ ವಿವಿಧ ಅಭಿವೃದ್ಧಿ ಕಾಮಗಾರಿಗಳಿಗೆ ಹಿಂದುಳಿದ ವರ್ಗಗಳ ಕಲ್ಯಾಣ ಸಚಿವರು ಹಾಗೂ ಜಿಲ್ಲಾ ಉಸ್ತುವಾರಿ ಸಚಿವ ಸಿ.ಪುಟ್ಟರಂಗಶೆಟ್ಟಿ ಅವರು ಗುದ್ದಲಿ ಪೂಜೆ ನೆರವೇರಿಸುವ ಮೂಲಕ ಚಾಲನೆ ನೀಡಿದರು. ನಗರದ ಚನ್ನೀಪುರದಮೋಳೆ ಹಾಗೂ ವಾರ್ಡ್‌ಗಳಿಗೆ ಭೇಟಿ ನೀಡಿ ಕಾಮಗಾರಿ ವೀಕ್ಷಿಸಿದರು. ನಗರಸಭೆ ವ್ಯಾಪ್ತಿಯ ಎಸ್‌ಎಫ್‌ಸಿ ನಿಧಿಯಡಿ ಅನುದಾನದಲ್ಲಿ 1.20 ಕೋಟಿ ರೂ. ವೆಚ್ಚದ ರಸ್ತೆ ಕಾಮಗಾರಿ ಕೈಗೊಳ್ಳಲಾಗುತ್ತಿದೆ.	[556, 1603, 718, 1792]
lead-headline-part2: ಮನೆ ನಿರ್ಮಿಸಲು ಸೂಚನೆ	[560, 208, 942, 262]
footer-initials: AS	[1411, 2266, 1426, 2278]
elephant-headline-part1: ಕಾಡಾನೆ ದಾಳಿ:	[206, 1529, 288, 1550]
training-col-1: ಹನೂರು, ಡಿ.27(ಸೋಮಶೇಖರ್)– ತಾಲೂಕಿನ ಕಿಣಗಿರ್ ಮಾರಮ್ಮ ದೇಗುಲದಲ್ಲಿ ವಿಷಮಿಶ್ರಿತ ಪ್ರಸಾದ ಸೇವಿಸಿ ಮೃತಪಟ್ಟ ಕುಟುಂಬದವರಿಗೆ ಮಾನಸ ಶಿಕ್ಷಣ ಸಂಸ್ಥೆಯಿಂದ ತಲಾ 10 ಸಾವಿರ ಆರ್ಥಿಕ ನೆರವು ನೀಡಲಾಯಿತು. ಹನೂರು, ಸುಳವಾಡಿ, ಕೋಟೆಪೋಡಿ, ಗೋಪಿನಾಥಂ, ಎಮ್ಮೆಬಂಡೆ, ಬಿದರಹಳ್ಳಿ, ಎಂ.ಜಿ.ದೊಡ್ಡಿ ಗ್ರಾಮಗಳ ಸಂತ್ರಸ್ತ ಕುಟುಂಬದವರಿಗೆ ಡಾ.ದತ್ತೇಶ್ ಕುಮಾರ್ ಅವರು ಚೆಕ್ ವಿತರಿಸಿದರು.	[206, 1902, 370, 2073]
yellow-dot	[1418, 2211, 1429, 2221]
event-2-title: ವಿರಾಜಪೇಟೆ ತಾಪಂ ಕೆಡಿಪಿ ಸಭೆ	[1146, 485, 1437, 510]
event-1-body: ಪೊನ್ನಂಪೇಟೆ, ಡಿ.27– ಇಲ್ಲಿನ ಶ್ರೀರಾಮಕೃಷ್ಣ ಶಾರದಾಶ್ರಮದಲ್ಲಿ ನಾಳೆ (ಡಿ.28) ಮಹಾಮಾತೆ ಶ್ರೀಶಾರದಾದೇವಿ ಹಾಗೂ ಸ್ವಾಮಿ ವಿವೇಕಾನಂದರ ಜನ್ಮದಿನೋತ್ಸವವನ್ನು ಹಮ್ಮಿಕೊಳ್ಳಲಾಗಿದೆ. ಬೆಳಿಗ್ಗೆ 5.30ಗಂಟೆಗೆ ಉಷಾ ಕೀರ್ತನೆಯೊಂದಿಗೆ ಕಾರ್ಯಕ್ರಮಗಳು ಆರಂಭವಾಗಲಿದ್ದು, 7.30ಕ್ಕೆ ವಿಶೇಷ ಪೂಜೆ, ನಂತರ ಕಾವೇರಿ ಕಲಾ ಸಮಿತಿಯಿಂದ ಭಜನೆ, ಹೋಮ, ಪುಷ್ಪಾಂಜಲಿ, ಶ್ರೀಶಾರದಾದೇವಿ ವಚನವೇದ ವಾಚನ, ಪ್ರವಚನ, ಪ್ರಸಾದ ವಿನಿಯೋಗ ನಡೆಯಲಿದೆ. ತದನಂತರ ಸಂಜೆ 6 ಗಂಟೆಯಿಂದ ಆರತಿ ಮತ್ತು ಭಜನಾ ಕಾರ್ಯಕ್ರಮಗಳು ನಡೆಯಲಿವೆ.	[1146, 294, 1330, 483]
event-4-body: ಮಡಿಕೇರಿ, ಡಿ.27– ಸರ್ಕಾರಿ ಪದವಿ ಪೂರ್ವ ಕಾಲೇಜು ವತಿಯಿಂದ ಡಿ.28 ರಂದು ಮಧ್ಯಾಹ್ನ 1.30 ಗಂಟೆಗೆ ನಗರದ ಜೂನಿಯರ್ ಕಾಲೇಜು ಫೀಲ್ಡ್ ಮಾರ್ಷಲ್ ಕೆ.ಎಂ.ಕಾರ್ಯಪ್ಪ ಸಭಾಂಗಣದಲ್ಲಿ ವಿದ್ಯಾರ್ಥಿಗಳಿಗೆ ಗಣಕಯಂತ್ರ ವಿತರಣಾ ಕಾರ್ಯಕ್ರಮ ನಡೆಯಲಿದೆ. ಕಾರ್ಯಕ್ರಮದಲ್ಲಿ ಜನಪ್ರತಿನಿಧಿಗಳು ಹಾಗೂ ಶಿಕ್ಷಣ ಇಲಾಖೆಯ ಅಧಿಕಾರಿಗಳು ಪಾಲ್ಗೊಳ್ಳಲಿದ್ದಾರೆ.	[1146, 857, 1437, 941]
lead-headline-part1: ನಿರಾಶ್ರಿತರಿಗೆ ತ್ವರಿತವಾಗಿ	[206, 208, 545, 262]
